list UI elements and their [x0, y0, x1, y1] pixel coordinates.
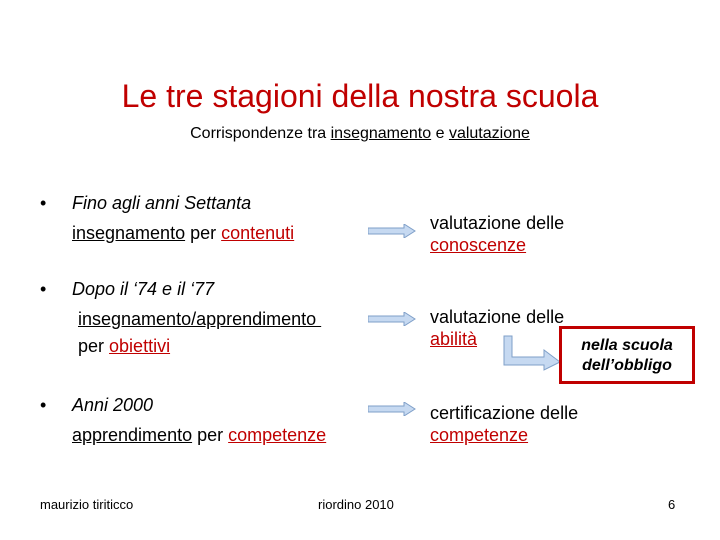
bent-arrow-icon	[500, 335, 562, 371]
school-level-callout	[559, 326, 695, 384]
subtitle-term-teaching: insegnamento	[330, 125, 432, 142]
row-method	[72, 424, 326, 446]
row-method-b: contenuti	[221, 223, 295, 243]
row-heading: Fino agli anni Settanta	[72, 193, 252, 213]
row-assessment-target: competenze	[430, 425, 529, 445]
row-assessment	[430, 212, 564, 256]
callout-line-2: dell’obbligo	[582, 357, 672, 374]
row-method-mid: per	[78, 336, 110, 356]
right-arrow-icon	[368, 312, 416, 326]
row-method-mid: per	[192, 425, 229, 445]
row-assessment-target: conoscenze	[430, 235, 527, 255]
row-method-b: competenze	[228, 425, 327, 445]
bullet-marker: •	[40, 395, 47, 415]
bullet-marker: •	[40, 193, 47, 213]
footer-center: riordino 2010	[318, 497, 394, 512]
row-method-a: insegnamento/apprendimento	[78, 309, 322, 329]
row-assessment-label: valutazione delle	[430, 213, 565, 233]
row-heading: Dopo il ‘74 e il ‘77	[72, 279, 215, 299]
row-assessment-target: abilità	[430, 329, 478, 349]
subtitle-prefix: Corrispondenze tra	[190, 125, 331, 142]
row-method-b: obiettivi	[109, 336, 171, 356]
slide-number: 6	[668, 497, 676, 512]
subtitle-mid: e	[431, 125, 449, 142]
slide-title: Le tre stagioni della nostra scuola	[121, 78, 599, 114]
row-heading: Anni 2000	[72, 395, 154, 415]
subtitle-term-assessment: valutazione	[448, 125, 530, 142]
row-method	[78, 335, 170, 357]
row-assessment	[430, 402, 578, 446]
bullet-marker: •	[40, 279, 47, 299]
row-method-a: insegnamento	[72, 223, 186, 243]
row-assessment-label: certificazione delle	[430, 403, 579, 423]
slide-subtitle	[0, 125, 720, 143]
row-method-mid: per	[185, 223, 222, 243]
row-assessment-label: valutazione delle	[430, 307, 565, 327]
callout-line-1: nella scuola	[581, 337, 673, 354]
footer-author: maurizio tiriticco	[40, 497, 134, 512]
row-method	[72, 222, 294, 244]
right-arrow-icon	[368, 224, 416, 238]
right-arrow-icon	[368, 402, 416, 416]
row-method-a: apprendimento	[72, 425, 193, 445]
